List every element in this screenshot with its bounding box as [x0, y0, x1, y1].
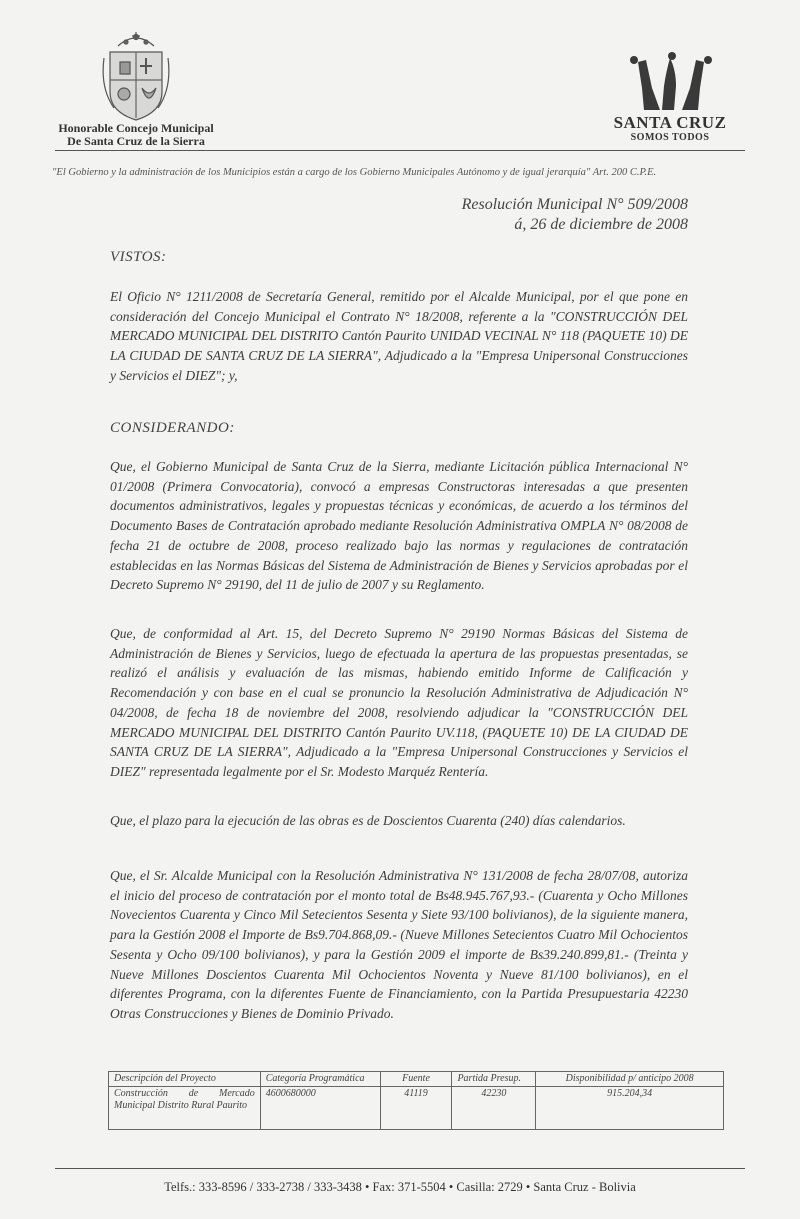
header-divider [55, 150, 745, 151]
considerando-paragraph-3: Que, el plazo para la ejecución de las obras es de Doscientos Cuarenta (240) días calendarios. [110, 813, 626, 828]
council-name [40, 122, 232, 148]
resolution-block [462, 195, 688, 235]
table-header-cell: Fuente [380, 1072, 452, 1087]
contact-footer: Telfs.: 333-8596 / 333-2738 / 333-3438 • Fax: 371-5504 • Casilla: 2729 • Santa Cruz - Bolivia [164, 1180, 636, 1194]
logo-slogan: SOMOS TODOS [630, 132, 710, 143]
table-header-cell: Disponibilidad p/ anticipo 2008 [536, 1072, 724, 1087]
council-line-1: Honorable Concejo Municipal [58, 121, 214, 135]
resolution-title: Resolución Municipal N° 509/2008 [461, 196, 688, 213]
table-header-row [109, 1072, 724, 1087]
table-row [109, 1087, 724, 1130]
santa-cruz-logo-text [600, 114, 740, 143]
council-line-2: De Santa Cruz de la Sierra [67, 134, 205, 148]
considerando-paragraph-4: Que, el Sr. Alcalde Municipal con la Resolución Administrativa N° 131/2008 de fecha 28/07/08, autoriza el inicio del proceso de contratación por el monto total de Bs48.945.767,93.- (Cuarenta y Ocho Millones Novecientos Cuarenta y Cinco Mil Setecientos Sesenta y Siete 93/100 bolivianos), de la siguiente manera, para la Gestión 2008 el Importe de Bs9.704.868,09.- (Nueve Millones Setecientos Cuatro Mil Ochocientos Sesenta y Ocho 09/100 bolivianos), y para la Gestión 2009 el importe de Bs39.240.899,81.- (Treinta y Nueve Millones Doscientos Cuarenta Mil Ochocientos Noventa y Nueve 81/100 bolivianos), en el diferentes Programa, con la diferentes Fuente de Financiamiento, con la Partida Presupuestaria 42230 Otras Construcciones y Bienes de Dominio Privado. [110, 868, 688, 1021]
coat-of-arms-seal-icon [96, 28, 176, 124]
footer-divider [55, 1168, 745, 1169]
table-cell: 4600680000 [260, 1087, 380, 1130]
vistos-heading: VISTOS: [110, 249, 167, 265]
table-cell: 42230 [452, 1087, 536, 1130]
table-cell: 41119 [380, 1087, 452, 1130]
table-cell: 915.204,34 [536, 1087, 724, 1130]
logo-title: SANTA CRUZ [613, 113, 727, 132]
resolution-date: á, 26 de diciembre de 2008 [514, 216, 688, 233]
considerando-heading: CONSIDERANDO: [110, 420, 235, 436]
considerando-paragraph-2: Que, de conformidad al Art. 15, del Decreto Supremo N° 29190 Normas Básicas del Sistema de Administración de Bienes y Servicios, luego de efectuada la apertura de las propuestas presentadas, se realizó el análisis y evaluación de las mismas, habiendo emitido Informe de Calificación y Recomendación y con base en el cual se pronuncio la Resolución Administrativa de Adjudicación N° 04/2008, de fecha 18 de noviembre del 2008, resolviendo adjudicar la "CONSTRUCCIÓN DEL MERCADO MUNICIPAL DEL DISTRITO Cantón Paurito UV.118, (PAQUETE 10) DE LA CIUDAD DE SANTA CRUZ DE LA SIERRA", Adjudicado a la "Empresa Unipersonal Construcciones y Servicios el DIEZ" representada legalmente por el Sr. Modesto Marquéz Rentería. [110, 626, 688, 779]
budget-table [108, 1071, 724, 1130]
table-header-cell: Partida Presup. [452, 1072, 536, 1087]
table-cell: Construcción de Mercado Municipal Distrito Rural Paurito [109, 1087, 261, 1130]
considerando-paragraph-1: Que, el Gobierno Municipal de Santa Cruz de la Sierra, mediante Licitación pública Internacional N° 01/2008 (Primera Convocatoria), convocó a empresas Constructoras interesadas a que presenten documentos administrativos, legales y propuestas técnicas y económicas, de acuerdo a los términos del Documento Bases de Contratación aprobado mediante Resolución Administrativa OMPLA N° 08/2008 de fecha 21 de octubre de 2008, proceso realizado bajo las normas y regulaciones de contratación establecidas en las Normas Básicas del Sistema de Administración de Bienes y Servicios aprobadas por el Decreto Supremo N° 29190, del 11 de julio de 2007 y su Reglamento. [110, 459, 688, 593]
constitutional-epigraph: "El Gobierno y la administración de los Municipios están a cargo de los Gobierno Municipales Autónomo y de igual jerarquía" Art. 200 C.P.E. [52, 167, 657, 178]
vistos-paragraph: El Oficio N° 1211/2008 de Secretaría General, remitido por el Alcalde Municipal, por el que pone en consideración del Concejo Municipal el Contrato N° 18/2008, referente a la "CONSTRUCCIÓN DEL MERCADO MUNICIPAL DEL DISTRITO Cantón Paurito UNIDAD VECINAL N° 118 (PAQUETE 10) DE LA CIUDAD DE SANTA CRUZ DE LA SIERRA", Adjudicado a la "Empresa Unipersonal Construcciones y Servicios el DIEZ"; y, [110, 289, 688, 383]
santa-cruz-logo-icon [600, 52, 740, 112]
table-header-cell: Descripción del Proyecto [109, 1072, 261, 1087]
table-header-cell: Categoría Programática [260, 1072, 380, 1087]
